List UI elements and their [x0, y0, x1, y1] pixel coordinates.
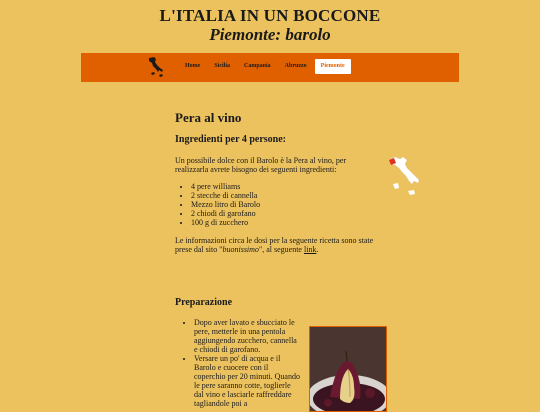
piemonte-region-map-icon — [385, 154, 421, 198]
ingredients-heading: Ingredienti per 4 persone: — [175, 134, 287, 145]
page-header — [0, 6, 540, 44]
list-item: • Versare un po' di acqua e il Barolo e cuocere con il coperchio per 20 minuti. Quando le pere saranno cotte, toglierle dal vino e lasciarle raffreddare tagliandole poi a — [194, 354, 300, 408]
source-text: Le informazioni circa le dosi per la seguente ricetta sono state prese dal sito " — [175, 236, 374, 254]
list-item: • 2 stecche di cannella — [191, 191, 375, 200]
italy-map-icon[interactable] — [146, 56, 166, 78]
source-note — [175, 236, 375, 254]
recipe-content — [175, 110, 375, 262]
source-link[interactable]: link — [303, 245, 317, 254]
source-site-name: buonissimo — [222, 245, 259, 254]
nav-item-abruzzo[interactable]: Abruzzo — [284, 63, 307, 69]
list-item: • Dopo aver lavato e sbucciato le pere, metterle in una pentola aggiungendo zucchero, cannella e chiodi di garofano. — [194, 318, 300, 354]
page-subtitle: Piemonte: barolo — [209, 25, 331, 44]
prep-steps — [175, 318, 300, 408]
list-item: • 4 pere williams — [191, 182, 375, 191]
nav-bar — [81, 53, 459, 82]
nav-item-piemonte[interactable]: Piemonte — [315, 59, 351, 74]
recipe-intro: Un possibile dolce con il Barolo è la Pera al vino, per realizzarla avrete bisogno dei seguenti ingredienti: — [175, 156, 347, 174]
site-title: L'ITALIA IN UN BOCCONE — [159, 6, 381, 25]
recipe-title: Pera al vino — [175, 110, 242, 125]
nav-item-sicilia[interactable]: Sicilia — [214, 63, 230, 69]
nav-item-home[interactable]: Home — [185, 63, 201, 69]
pear-photo-image — [310, 327, 387, 412]
nav-item-campania[interactable]: Campania — [244, 63, 271, 69]
source-text: ", al seguente — [258, 245, 304, 254]
pear-photo — [309, 326, 387, 412]
list-item: • Mezzo litro di Barolo — [191, 200, 375, 209]
prep-heading: Preparazione — [175, 297, 233, 308]
list-item: • 100 g di zucchero — [191, 218, 375, 227]
list-item: • 2 chiodi di garofano — [191, 209, 375, 218]
source-text: . — [316, 245, 319, 254]
ingredients-list — [175, 182, 375, 227]
nav-menu — [179, 59, 353, 74]
